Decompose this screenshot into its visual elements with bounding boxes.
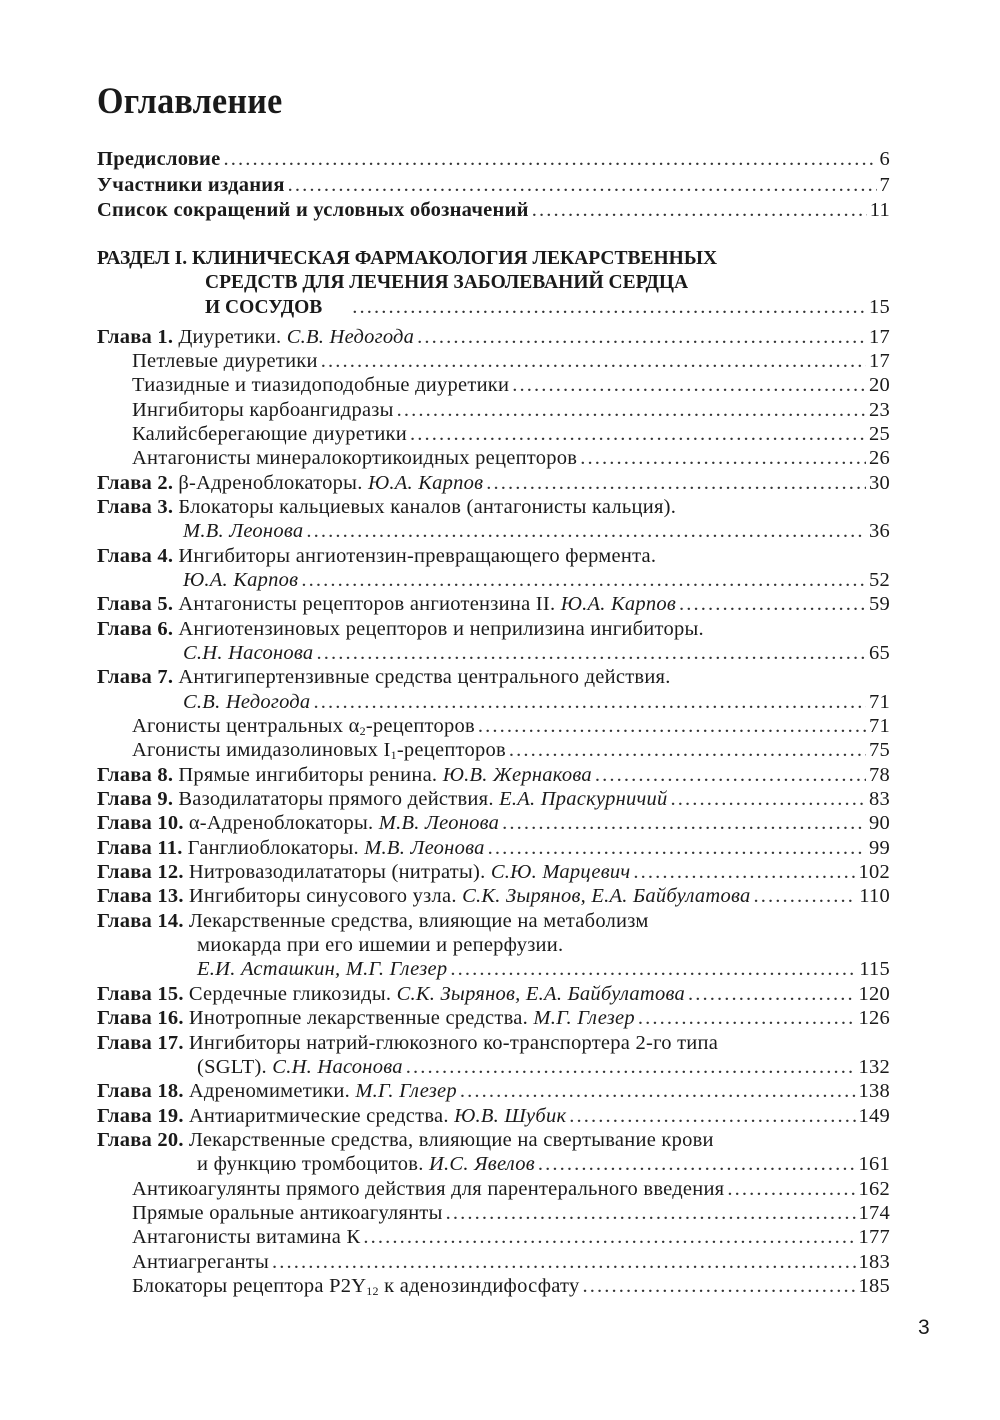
entry-title: α-Адреноблокаторы. — [188, 812, 374, 835]
page-number: 7 — [879, 173, 890, 196]
dot-leader — [633, 860, 855, 884]
dot-leader — [679, 592, 866, 616]
page-number: 30 — [869, 471, 890, 494]
entry-title: Тиазидные и тиазидоподобные диуретики — [132, 374, 510, 397]
entry-text — [97, 909, 649, 933]
dot-leader — [753, 884, 856, 908]
dot-leader — [417, 325, 866, 349]
entry-title: Инотропные лекарственные средства. — [188, 1007, 528, 1030]
entry-text — [183, 641, 313, 665]
entry-text — [97, 860, 630, 884]
dot-leader — [512, 373, 866, 397]
page-number: 25 — [869, 422, 890, 445]
toc-subentry[interactable] — [97, 738, 890, 762]
chapter-number: Глава 2. — [97, 471, 174, 494]
page-number: 11 — [869, 199, 890, 221]
page-number: 102 — [858, 861, 890, 884]
entry-title: β-Адреноблокаторы. — [178, 471, 363, 494]
entry-title: Лекарственные средства, влияющие на свертывание крови — [188, 1128, 714, 1151]
entry-text — [132, 422, 407, 446]
page-number: 161 — [858, 1153, 890, 1176]
entry-title: Адреномиметики. — [188, 1080, 350, 1103]
entry-title: Участники издания — [97, 173, 285, 196]
page-number: 115 — [859, 958, 890, 981]
dot-leader — [406, 1055, 856, 1079]
section-heading-line — [97, 247, 890, 271]
entry-title: Агонисты центральных α — [132, 715, 360, 738]
page-number: 36 — [869, 520, 890, 543]
entry-title: Антагонисты витамина К — [132, 1226, 361, 1249]
page-number: 177 — [858, 1226, 890, 1249]
page-number: 126 — [858, 1007, 890, 1030]
entry-text — [97, 836, 485, 860]
dot-leader — [288, 173, 877, 199]
toc-subentry[interactable] — [97, 1177, 890, 1201]
entry-text — [97, 471, 483, 495]
toc-entry — [97, 617, 890, 641]
page-number: 59 — [869, 593, 890, 616]
dot-leader — [272, 1250, 855, 1274]
toc-entry[interactable] — [97, 325, 890, 349]
entry-title-rest: -рецепторов — [365, 715, 475, 738]
toc-subentry[interactable] — [97, 1250, 890, 1274]
toc-entry-preface[interactable] — [97, 147, 890, 173]
entry-title-rest: к аденозиндифосфату — [378, 1274, 580, 1297]
dot-leader — [301, 568, 866, 592]
dot-leader — [638, 1006, 856, 1030]
entry-title: Блокаторы кальциевых каналов (антагонисты кальция). — [178, 495, 677, 518]
dot-leader — [352, 295, 866, 319]
entry-text — [97, 1104, 566, 1128]
dot-leader — [727, 1177, 855, 1201]
dot-leader — [306, 519, 866, 543]
dot-leader — [595, 763, 866, 787]
entry-title: Антикоагулянты прямого действия для парентерального введения — [132, 1177, 725, 1200]
toc-subentry[interactable] — [97, 1225, 890, 1249]
entry-text — [132, 1225, 360, 1249]
toc-entry[interactable] — [97, 1104, 890, 1128]
page-number: 138 — [858, 1080, 890, 1103]
entry-title: Нитровазодилататоры (нитраты). — [188, 861, 486, 884]
toc-entry[interactable] — [97, 1055, 890, 1079]
entry-title: Прямые ингибиторы ренина. — [178, 763, 438, 786]
page-number: 149 — [858, 1104, 890, 1127]
chapter-number: Глава 5. — [97, 593, 174, 616]
dot-leader — [460, 1079, 856, 1103]
entry-title: Петлевые диуретики — [132, 349, 318, 372]
page-number: 99 — [869, 836, 890, 859]
chapter-number: Глава 10. — [97, 812, 184, 835]
toc-entry — [97, 1031, 890, 1055]
entry-text — [132, 714, 475, 738]
page-number: 162 — [858, 1177, 890, 1200]
dot-leader — [450, 957, 856, 981]
dot-leader — [223, 147, 876, 173]
page-number: 17 — [869, 325, 890, 348]
page-number: 75 — [869, 739, 890, 762]
page-number: 23 — [869, 398, 890, 421]
subscript: 2 — [359, 724, 366, 739]
entry-title: Антиагреганты — [132, 1250, 270, 1273]
entry-title: Калийсберегающие диуретики — [132, 422, 407, 445]
chapter-number: Глава 19. — [97, 1104, 184, 1127]
toc-subentry[interactable] — [97, 1274, 890, 1298]
toc-entry-section-1[interactable] — [97, 295, 890, 319]
entry-text — [97, 325, 414, 349]
chapter-number: Глава 9. — [97, 788, 174, 811]
page-number: 183 — [858, 1250, 890, 1273]
entry-text — [132, 1274, 579, 1298]
toc-subentry[interactable] — [97, 446, 890, 470]
entry-title: Прямые оральные антикоагулянты — [132, 1201, 443, 1224]
subscript: 1 — [390, 748, 397, 763]
entry-text — [183, 519, 303, 543]
entry-text — [132, 738, 506, 762]
page-number: 65 — [869, 642, 890, 664]
author: Ю.А. Карпов — [560, 593, 677, 616]
toc-entry — [97, 544, 890, 568]
entry-text — [97, 592, 676, 616]
author: М.В. Леонова — [364, 836, 485, 859]
page-number: 78 — [869, 763, 890, 786]
chapter-number: Глава 4. — [97, 544, 174, 567]
author: С.К. Зырянов, Е.А. Байбулатова — [396, 982, 685, 1005]
author: Ю.В. Жернакова — [442, 763, 592, 786]
author: С.В. Недогода — [286, 325, 415, 348]
chapter-number: Глава 3. — [97, 495, 174, 518]
chapter-number: Глава 14. — [97, 909, 184, 932]
toc-entry[interactable] — [97, 836, 890, 860]
dot-leader — [532, 198, 867, 224]
toc-entry[interactable] — [97, 519, 890, 543]
author: Е.А. Праскурничий — [499, 788, 668, 811]
entry-title: Диуретики. — [178, 325, 282, 348]
author: Ю.А. Карпов — [183, 568, 299, 591]
entry-text — [97, 1128, 714, 1152]
entry-title: Ганглиоблокаторы. — [187, 836, 359, 859]
toc-subentry[interactable] — [97, 714, 890, 738]
entry-text — [183, 690, 310, 714]
toc-entry[interactable] — [97, 982, 890, 1006]
entry-text — [197, 1152, 535, 1176]
chapter-number: Глава 8. — [97, 763, 174, 786]
page-number: 71 — [869, 715, 890, 738]
entry-title: Антагонисты рецепторов ангиотензина II. — [178, 593, 556, 616]
toc-entry-contributors[interactable] — [97, 173, 890, 199]
entry-title: Предисловие — [97, 148, 221, 170]
chapter-list — [97, 325, 890, 1299]
section-title: РАЗДЕЛ I. КЛИНИЧЕСКАЯ ФАРМАКОЛОГИЯ ЛЕКАРСТВЕННЫХ — [97, 247, 718, 269]
chapter-number: Глава 20. — [97, 1128, 184, 1151]
entry-text — [97, 1079, 457, 1103]
page-number: 17 — [869, 349, 890, 372]
toc-subentry[interactable] — [97, 1201, 890, 1225]
entry-text — [183, 568, 298, 592]
toc-entry — [97, 933, 890, 957]
author: М.Г. Глезер — [533, 1007, 635, 1030]
dot-leader — [313, 690, 866, 714]
toc-entry — [97, 665, 890, 689]
author: М.В. Леонова — [183, 520, 304, 543]
chapter-number: Глава 13. — [97, 885, 184, 908]
entry-text — [97, 617, 704, 641]
entry-title: миокарда при его ишемии и реперфузии. — [197, 934, 564, 957]
entry-text — [97, 763, 592, 787]
page-title: Оглавление — [97, 81, 283, 122]
entry-title: Сердечные гликозиды. — [188, 982, 392, 1005]
dot-leader — [502, 811, 866, 835]
dot-leader — [509, 738, 866, 762]
page-number: 52 — [869, 568, 890, 591]
entry-text — [97, 811, 499, 835]
entry-title: Вазодилататоры прямого действия. — [178, 788, 494, 811]
page-number: 83 — [869, 788, 890, 811]
toc-entry[interactable] — [97, 763, 890, 787]
author: С.Ю. Марцевич — [490, 861, 631, 884]
author: Е.И. Асташкин, М.Г. Глезер — [197, 958, 448, 981]
chapter-number: Глава 11. — [97, 836, 183, 859]
entry-text — [97, 884, 750, 908]
dot-leader — [316, 641, 866, 665]
entry-title: Блокаторы рецептора P2Y — [132, 1274, 367, 1297]
author: Ю.В. Шубик — [454, 1104, 567, 1127]
page-number: 185 — [858, 1274, 890, 1297]
entry-text — [132, 349, 318, 373]
page-number: 26 — [869, 447, 890, 470]
page-number: 20 — [869, 374, 890, 397]
page-number: 132 — [858, 1055, 890, 1078]
author: Ю.А. Карпов — [367, 471, 484, 494]
entry-title: Агонисты имидазолиновых I — [132, 739, 391, 762]
entry-title: Ангиотензиновых рецепторов и неприлизина ингибиторы. — [178, 617, 704, 640]
page-number: 90 — [869, 812, 890, 835]
dot-leader — [688, 982, 856, 1006]
author: М.Г. Глезер — [355, 1080, 457, 1103]
toc-entry[interactable] — [97, 1152, 890, 1176]
author: С.В. Недогода — [183, 690, 311, 713]
page-number: 110 — [859, 885, 890, 908]
page-number: 6 — [879, 148, 890, 170]
entry-text — [97, 544, 656, 568]
toc-entry[interactable] — [97, 787, 890, 811]
entry-title: (SGLT). — [197, 1055, 267, 1078]
page-number: 71 — [869, 690, 890, 713]
entry-title: Ингибиторы карбоангидразы — [132, 398, 394, 421]
toc-entry[interactable] — [97, 957, 890, 981]
chapter-number: Глава 16. — [97, 1007, 184, 1030]
chapter-number: Глава 12. — [97, 861, 184, 884]
toc-entry — [97, 1128, 890, 1152]
entry-text — [132, 1201, 443, 1225]
toc-subentry[interactable] — [97, 398, 890, 422]
toc-entry-abbreviations[interactable] — [97, 198, 890, 224]
entry-text — [132, 446, 577, 470]
dot-leader — [580, 446, 866, 470]
entry-text — [97, 982, 685, 1006]
page-number: 174 — [858, 1201, 890, 1224]
dot-leader — [582, 1274, 855, 1298]
chapter-number: Глава 18. — [97, 1080, 184, 1103]
toc-entry[interactable] — [97, 1006, 890, 1030]
toc-entry[interactable] — [97, 690, 890, 714]
page-number: 15 — [869, 296, 890, 319]
author: С.К. Зырянов, Е.А. Байбулатова — [462, 885, 751, 908]
section-title: СРЕДСТВ ДЛЯ ЛЕЧЕНИЯ ЗАБОЛЕВАНИЙ СЕРДЦА — [205, 271, 689, 293]
toc-entry — [97, 495, 890, 519]
dot-leader — [488, 836, 866, 860]
entry-title: Ингибиторы ангиотензин-превращающего фермента. — [178, 544, 657, 567]
entry-title-rest: -рецепторов — [396, 739, 506, 762]
entry-text — [197, 957, 447, 981]
toc-entry[interactable] — [97, 641, 890, 665]
dot-leader — [671, 787, 866, 811]
toc-entry[interactable] — [97, 884, 890, 908]
author: С.Н. Насонова — [272, 1055, 403, 1078]
chapter-number: Глава 1. — [97, 325, 174, 348]
entry-title: Антигипертензивные средства центрального действия. — [178, 666, 671, 689]
entry-text — [197, 933, 563, 957]
toc-entry[interactable] — [97, 1079, 890, 1103]
toc-entry[interactable] — [97, 860, 890, 884]
toc-entry[interactable] — [97, 811, 890, 835]
dot-leader — [478, 714, 866, 738]
entry-title: Ингибиторы синусового узла. — [188, 885, 457, 908]
dot-leader — [321, 349, 866, 373]
toc-entry[interactable] — [97, 568, 890, 592]
toc-entry[interactable] — [97, 592, 890, 616]
entry-title: Ингибиторы натрий-глюкозного ко-транспортера 2-го типа — [188, 1031, 719, 1054]
entry-title: Список сокращений и условных обозначений — [97, 199, 529, 221]
entry-title: Антиаритмические средства. — [188, 1104, 449, 1127]
dot-leader — [397, 398, 866, 422]
section-title: И СОСУДОВ — [205, 297, 323, 319]
chapter-number: Глава 7. — [97, 666, 174, 689]
dot-leader — [569, 1104, 855, 1128]
page-number-footer: 3 — [918, 1316, 930, 1339]
entry-title: и функцию тромбоцитов. — [197, 1153, 424, 1176]
entry-text — [97, 787, 668, 811]
dot-leader — [486, 471, 866, 495]
section-heading-line — [97, 271, 890, 295]
entry-text — [197, 1055, 403, 1079]
subscript: 12 — [366, 1283, 379, 1298]
entry-text — [97, 495, 676, 519]
author: М.В. Леонова — [378, 812, 500, 835]
entry-title: Антагонисты минералокортикоидных рецепторов — [132, 447, 578, 470]
entry-text — [132, 373, 509, 397]
toc-entry[interactable] — [97, 471, 890, 495]
entry-text — [97, 1006, 635, 1030]
table-of-contents — [97, 147, 890, 1298]
dot-leader — [363, 1225, 855, 1249]
toc-subentry[interactable] — [97, 349, 890, 373]
entry-text — [132, 398, 394, 422]
toc-subentry[interactable] — [97, 373, 890, 397]
toc-subentry[interactable] — [97, 422, 890, 446]
dot-leader — [410, 422, 866, 446]
entry-title: Лекарственные средства, влияющие на метаболизм — [188, 909, 649, 932]
chapter-number: Глава 6. — [97, 617, 174, 640]
entry-text — [97, 1031, 718, 1055]
chapter-number: Глава 17. — [97, 1031, 184, 1054]
chapter-number: Глава 15. — [97, 982, 184, 1005]
toc-entry — [97, 909, 890, 933]
author: И.С. Явелов — [428, 1153, 535, 1176]
dot-leader — [538, 1152, 856, 1176]
dot-leader — [446, 1201, 856, 1225]
page-number: 120 — [858, 982, 890, 1005]
author: С.Н. Насонова — [183, 642, 314, 664]
entry-text — [132, 1177, 724, 1201]
entry-text — [97, 665, 671, 689]
entry-text — [132, 1250, 269, 1274]
